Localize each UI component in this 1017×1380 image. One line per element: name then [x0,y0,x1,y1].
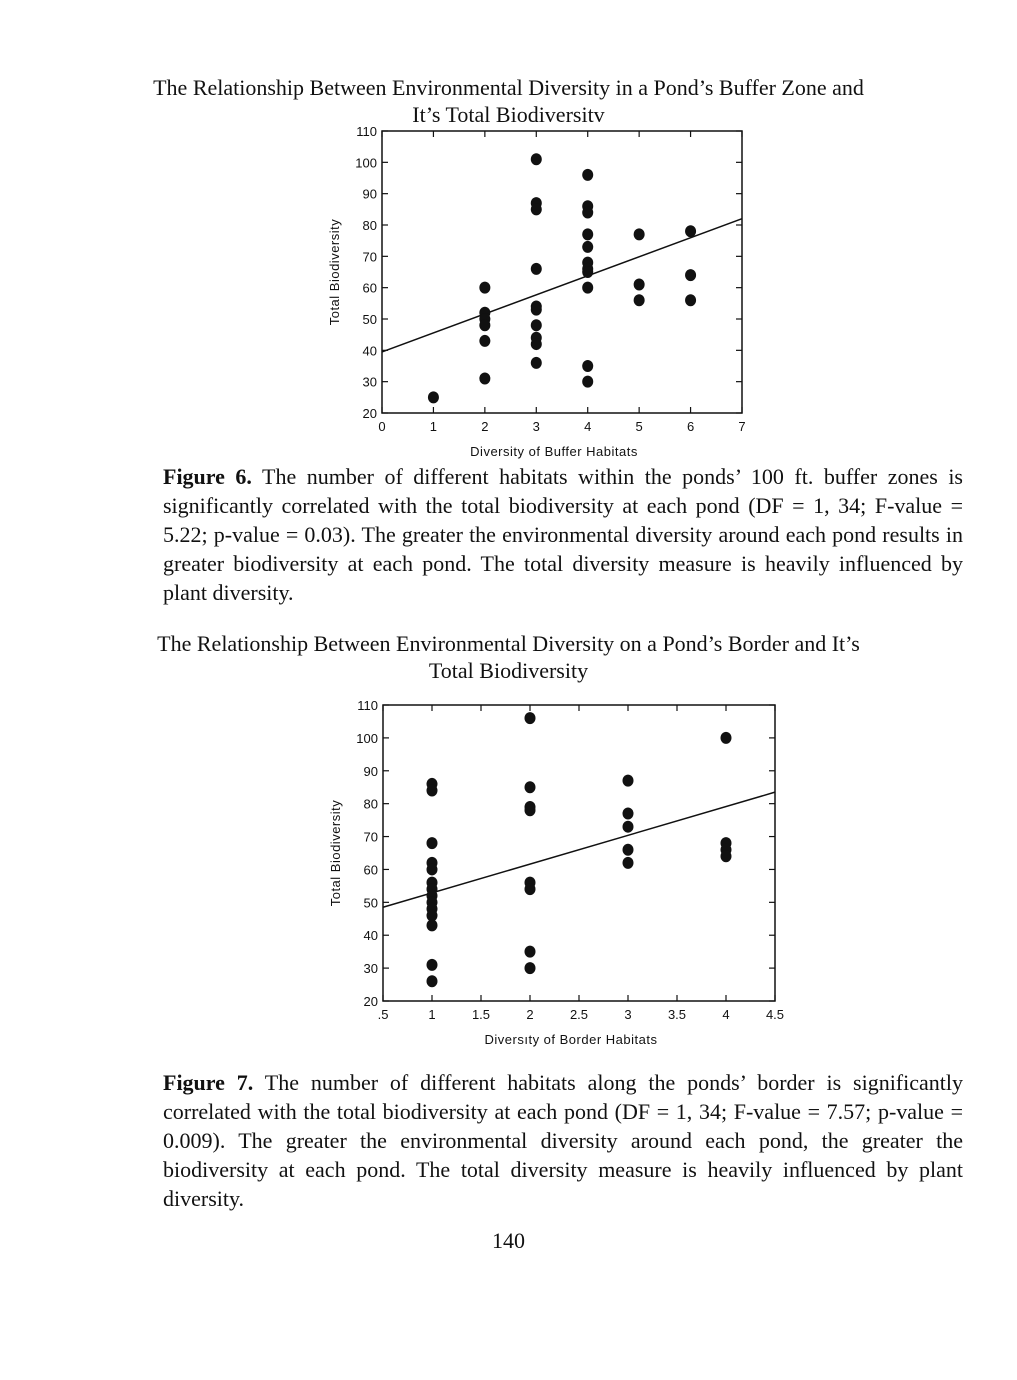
chart2-x-tick-label: 1 [428,1007,436,1022]
chart2-title-line1: The Relationship Between Environmental Diversity on a Pond’s Border and It’s [157,631,860,656]
chart2-data-point [427,975,438,987]
chart2-data-point [427,959,438,971]
figure6-label: Figure 6. [163,464,252,489]
chart2-data-point [525,962,536,974]
figure7-label: Figure 7. [163,1070,254,1095]
chart1-y-tick-label: 60 [362,280,377,296]
chart2-x-tick-label: 2.5 [569,1007,589,1022]
chart2-y-axis-label: Total Biodiversity [328,799,343,907]
chart2-data-point [623,844,634,856]
chart1-y-tick-label: 80 [362,218,377,233]
chart1-y-tick-label: 30 [362,374,377,390]
chart1-x-tick-label: 5 [635,419,643,434]
chart1-x-tick-label: 6 [686,419,695,434]
chart2-y-tick-label: 60 [363,862,378,878]
chart1-x-tick-label: 1 [429,419,438,434]
figure7-text: The number of different habitats along the ponds’ border is significantly correlated with the total biodiversity at each pond (DF = 1, 34; F-value = 7.57; p-value = 0.009). The greater the environmental diversity around each pond, the greater the biodiversity at each pond. The total diversity measure is heavily influenced by plant diversity. [163,1070,963,1211]
chart1-x-tick-label: 7 [738,419,746,434]
chart2-data-point [525,946,536,958]
chart2-data-point [427,837,438,849]
chart2-y-tick-label: 40 [363,928,378,944]
chart1-title-line2: It’s Total Biodiversitv [412,102,605,127]
chart1-y-tick-label: 70 [362,249,377,265]
chart2-data-point [525,804,536,816]
chart1-y-tick-label: 110 [356,124,377,139]
chart2-x-tick-label: 3 [624,1007,632,1022]
chart2-trendline [383,792,775,907]
chart2-data-point [427,785,438,797]
chart1-y-tick-label: 40 [362,343,377,359]
figure7-caption [163,1068,963,1213]
chart1-x-tick-label: 0 [378,419,386,434]
chart1-title-line1: The Relationship Between Environmental Diversity in a Pond’s Buffer Zone and [153,75,864,100]
chart2-y-tick-label: 20 [363,994,378,1009]
chart2-data-point [721,850,732,862]
chart2-data-point [623,821,634,833]
chart2-data-point [721,732,732,744]
chart2-data-point [427,919,438,931]
chart2-x-tick-label: 4.5 [765,1007,785,1022]
chart2-data-point [525,883,536,895]
chart1-y-tick-label: 20 [362,406,377,421]
chart2-data-point [623,775,634,787]
chart1-x-tick-label: 3 [532,419,540,434]
chart1-y-tick-label: 100 [355,155,377,171]
chart2-x-tick-label: 2 [526,1007,534,1022]
chart2-x-tick-label: .5 [377,1007,389,1022]
chart2-data-point [525,712,536,724]
chart2-x-tick-label: 3.5 [667,1007,687,1022]
chart2-data-point [623,808,634,820]
chart1-y-axis-label: Total Biodiversity [327,218,342,326]
chart2-x-tick-label: 1.5 [471,1007,491,1022]
chart2-data-point [525,781,536,793]
chart1-y-tick-label: 90 [362,186,377,202]
chart2-title-line2: Total Biodiversity [428,658,589,683]
chart2-data-point [623,857,634,869]
chart2-y-tick-label: 110 [357,698,378,713]
chart2-y-tick-label: 90 [363,763,378,779]
chart1-y-tick-label: 50 [362,312,377,327]
page-number: 140 [492,1228,525,1253]
chart2-y-tick-label: 50 [363,895,378,911]
chart2-y-tick-label: 80 [363,796,378,812]
chart2-y-tick-label: 70 [363,829,378,845]
chart1-x-axis-label: Diversity of Buffer Habitats [470,444,638,459]
chart2-y-tick-label: 100 [356,730,378,746]
chart2-x-axis-label: Diversıty of Border Habitats [484,1032,658,1047]
chart1-x-tick-label: 2 [481,419,489,434]
chart2-data-point [427,863,438,875]
chart1-x-tick-label: 4 [584,419,592,434]
figure6-text: The number of different habitats within the ponds’ 100 ft. buffer zones is significantly correlated with the total biodiversity at each pond (DF = 1, 34; F-value = 5.22; p-value = 0.03). The greater the environmental diversity around each pond results in greater biodiversity at each pond. The total diversity measure is heavily influenced by plant diversity. [163,464,963,605]
chart2-y-tick-label: 30 [363,961,378,977]
chart2-x-tick-label: 4 [722,1007,730,1022]
chart2-plot-frame [383,705,775,1001]
